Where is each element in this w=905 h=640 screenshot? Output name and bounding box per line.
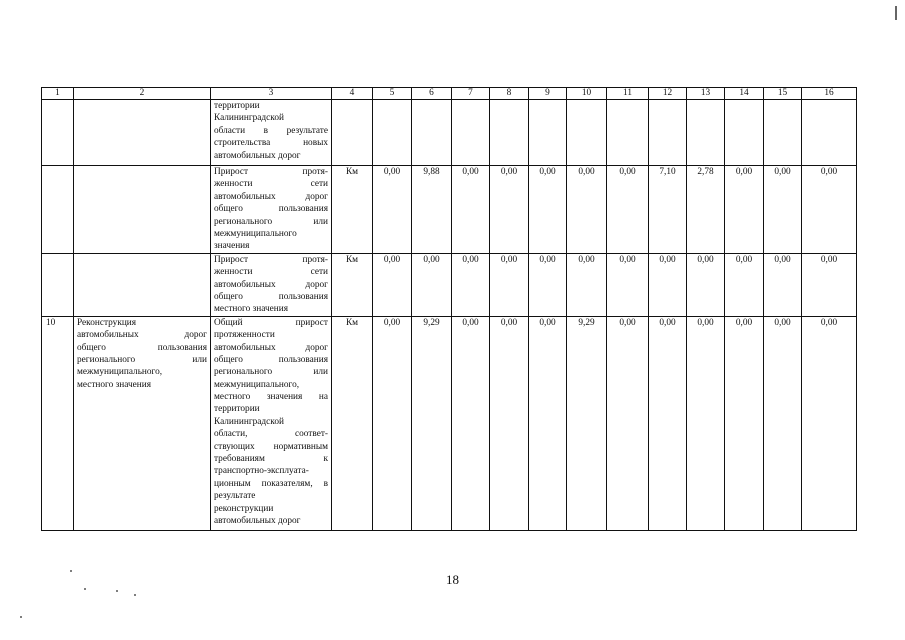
text-line: межмуниципального, (214, 379, 300, 390)
text-line: регионального или (214, 367, 328, 378)
row-number (42, 100, 74, 166)
scan-edge-mark (895, 6, 897, 20)
text-line: строительства новых (214, 138, 328, 149)
value-cell: 0,00 (725, 253, 764, 316)
header-cell: 3 (211, 88, 332, 100)
text-line: результате (214, 491, 256, 502)
header-cell: 7 (452, 88, 490, 100)
value-cell: 0,00 (452, 316, 490, 530)
text-line: протяженности (214, 330, 275, 341)
value-cell: 0,00 (764, 166, 802, 254)
text-line: Калининградской (214, 416, 284, 427)
header-cell: 6 (412, 88, 452, 100)
scan-speck (134, 594, 136, 596)
value-cell: 0,00 (607, 253, 649, 316)
header-cell: 1 (42, 88, 74, 100)
value-cell (802, 100, 857, 166)
value-cell: 0,00 (490, 166, 529, 254)
value-cell: 0,00 (490, 253, 529, 316)
text-line: автомобильных дорог (214, 150, 301, 161)
value-cell: 0,00 (412, 253, 452, 316)
header-cell: 11 (607, 88, 649, 100)
event-name-cell (74, 100, 211, 166)
value-cell: 0,00 (529, 166, 567, 254)
text-line: женности сети (214, 179, 328, 190)
text-line: реконструкции (214, 503, 274, 514)
value-cell: 0,00 (649, 253, 687, 316)
scan-speck (70, 570, 72, 572)
indicator-cell (211, 166, 332, 254)
value-cell: 0,00 (607, 316, 649, 530)
value-cell: 0,00 (490, 316, 529, 530)
value-cell: 0,00 (725, 316, 764, 530)
indicator-cell (211, 316, 332, 530)
header-cell: 15 (764, 88, 802, 100)
text-line: области в результате (214, 125, 328, 136)
text-line: автомобильных дорог (214, 191, 328, 202)
header-row (42, 88, 857, 100)
event-name-cell (74, 253, 211, 316)
value-cell (725, 100, 764, 166)
text-line: межмуниципального (214, 228, 297, 239)
text-line: местного значения на (214, 392, 328, 403)
event-name-cell (74, 166, 211, 254)
indicators-table (41, 87, 857, 531)
value-cell: 0,00 (687, 253, 725, 316)
header-cell: 16 (802, 88, 857, 100)
header-cell: 10 (567, 88, 607, 100)
value-cell: 0,00 (802, 253, 857, 316)
value-cell (529, 100, 567, 166)
text-line: общего пользования (214, 354, 328, 365)
text-line: территории (214, 404, 260, 415)
header-cell: 13 (687, 88, 725, 100)
table-row (42, 100, 857, 166)
value-cell (607, 100, 649, 166)
header-cell: 2 (74, 88, 211, 100)
text-line: автомобильных дорог (214, 279, 328, 290)
event-name-cell (74, 316, 211, 530)
unit-cell (332, 100, 373, 166)
text-line: автомобильных дорог (214, 515, 301, 526)
header-cell: 4 (332, 88, 373, 100)
text-line: местного значения (77, 379, 152, 390)
text-line: автомобильных дорог (214, 342, 328, 353)
value-cell: 9,29 (567, 316, 607, 530)
value-cell: 9,88 (412, 166, 452, 254)
text-line: межмуниципального, (77, 367, 163, 378)
text-line: женности сети (214, 267, 328, 278)
value-cell: 0,00 (764, 253, 802, 316)
value-cell: 0,00 (802, 316, 857, 530)
text-line: территории (214, 101, 260, 111)
unit-cell: Км (332, 166, 373, 254)
page-number: 18 (446, 572, 459, 587)
unit-cell: Км (332, 253, 373, 316)
value-cell: 0,00 (687, 316, 725, 530)
text-line: значения (214, 241, 250, 252)
value-cell: 0,00 (373, 253, 412, 316)
text-line: общего пользования (77, 342, 207, 353)
text-line: Калининградской (214, 113, 284, 124)
value-cell: 7,10 (649, 166, 687, 254)
header-cell: 12 (649, 88, 687, 100)
indicator-cell (211, 253, 332, 316)
value-cell: 0,00 (764, 316, 802, 530)
table-row (42, 166, 857, 254)
value-cell: 0,00 (567, 253, 607, 316)
header-cell: 9 (529, 88, 567, 100)
text-line: регионального или (214, 216, 328, 227)
text-line: общего пользования (214, 291, 328, 302)
header-cell: 8 (490, 88, 529, 100)
text-line: общего пользования (214, 204, 328, 215)
value-cell: 0,00 (607, 166, 649, 254)
text-line: Общий прирост (214, 317, 328, 328)
value-cell (373, 100, 412, 166)
row-number (42, 166, 74, 254)
table-row (42, 316, 857, 530)
text-line: требованиям к (214, 454, 328, 465)
header-cell: 14 (725, 88, 764, 100)
scan-speck (116, 590, 118, 592)
value-cell: 0,00 (373, 166, 412, 254)
value-cell: 0,00 (567, 166, 607, 254)
value-cell: 0,00 (802, 166, 857, 254)
value-cell: 0,00 (452, 166, 490, 254)
unit-cell: Км (332, 316, 373, 530)
text-line: Прирост протя- (214, 167, 328, 177)
value-cell (452, 100, 490, 166)
text-line: регионального или (77, 354, 207, 365)
text-line: транспортно-эксплуата- (214, 466, 309, 477)
row-number: 10 (42, 316, 74, 530)
text-line: Реконструкция (77, 317, 137, 328)
value-cell (649, 100, 687, 166)
table-row (42, 253, 857, 316)
value-cell (764, 100, 802, 166)
value-cell: 0,00 (373, 316, 412, 530)
value-cell: 0,00 (725, 166, 764, 254)
header-cell: 5 (373, 88, 412, 100)
row-number (42, 253, 74, 316)
value-cell (567, 100, 607, 166)
value-cell (687, 100, 725, 166)
value-cell (412, 100, 452, 166)
value-cell: 0,00 (649, 316, 687, 530)
text-line: автомобильных дорог (77, 330, 207, 341)
indicator-cell (211, 100, 332, 166)
value-cell: 2,78 (687, 166, 725, 254)
scan-speck (20, 616, 22, 618)
value-cell (490, 100, 529, 166)
text-line: ционным показателям, в (214, 478, 328, 489)
value-cell: 0,00 (452, 253, 490, 316)
text-line: области, соответ- (214, 429, 328, 440)
text-line: Прирост протя- (214, 254, 328, 265)
scan-speck (84, 588, 86, 590)
text-line: местного значения (214, 304, 289, 315)
value-cell: 9,29 (412, 316, 452, 530)
value-cell: 0,00 (529, 253, 567, 316)
text-line: ствующих нормативным (214, 441, 328, 452)
value-cell: 0,00 (529, 316, 567, 530)
